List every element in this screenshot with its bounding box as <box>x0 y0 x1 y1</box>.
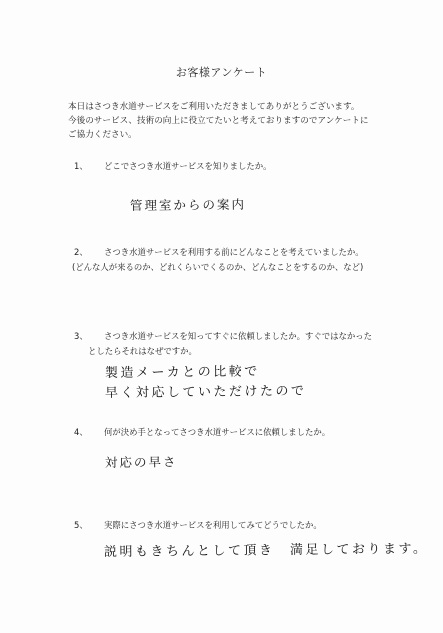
answer-3-line-1: 製造メーカとの比較で <box>104 364 260 381</box>
intro-text <box>68 100 438 142</box>
intro-line-3: ご協力ください。 <box>68 130 137 140</box>
question-text: 何が決め手となってさつき水道サービスに依頼しましたか。 <box>104 427 331 437</box>
question-number: 4、 <box>74 427 88 437</box>
question-2-note: (どんな人が来るのか、どれくらいでくるのか、どんなことをするのか、など) <box>72 262 364 272</box>
question-4 <box>74 426 434 438</box>
answer-5-line-1: 説明もきちんとして頂き 満足しております。 <box>103 541 429 560</box>
question-5 <box>74 519 434 531</box>
question-number: 2、 <box>74 247 88 257</box>
question-text: 実際にさつき水道サービスを利用してみてどうでしたか。 <box>104 520 322 530</box>
question-text: さつき水道サービスを利用する前にどんなことを考えていましたか。 <box>104 247 364 257</box>
question-3 <box>74 330 434 342</box>
question-1 <box>74 160 434 172</box>
question-number: 5、 <box>74 520 88 530</box>
intro-line-2: 今後のサービス、技術の向上に役立てたいと考えておりますのでアンケートに <box>68 116 369 126</box>
intro-line-1: 本日はさつき水道サービスをご利用いただきましてありがとうございます。 <box>68 102 360 112</box>
question-2 <box>74 246 434 258</box>
question-number: 1、 <box>74 161 88 171</box>
question-text: さつき水道サービスを知ってすぐに依頼しましたか。すぐではなかった <box>104 331 372 341</box>
question-text: どこでさつき水道サービスを知りましたか。 <box>104 161 272 171</box>
question-3-note: としたらそれはなぜですか。 <box>88 346 197 356</box>
survey-title: お客様アンケート <box>175 66 268 79</box>
answer-3-line-2: 早く対応していただけたので <box>104 383 307 401</box>
answer-1-line-1: 管理室からの案内 <box>129 196 247 213</box>
answer-4-line-1: 対応の早さ <box>104 454 178 470</box>
question-number: 3、 <box>74 331 88 341</box>
